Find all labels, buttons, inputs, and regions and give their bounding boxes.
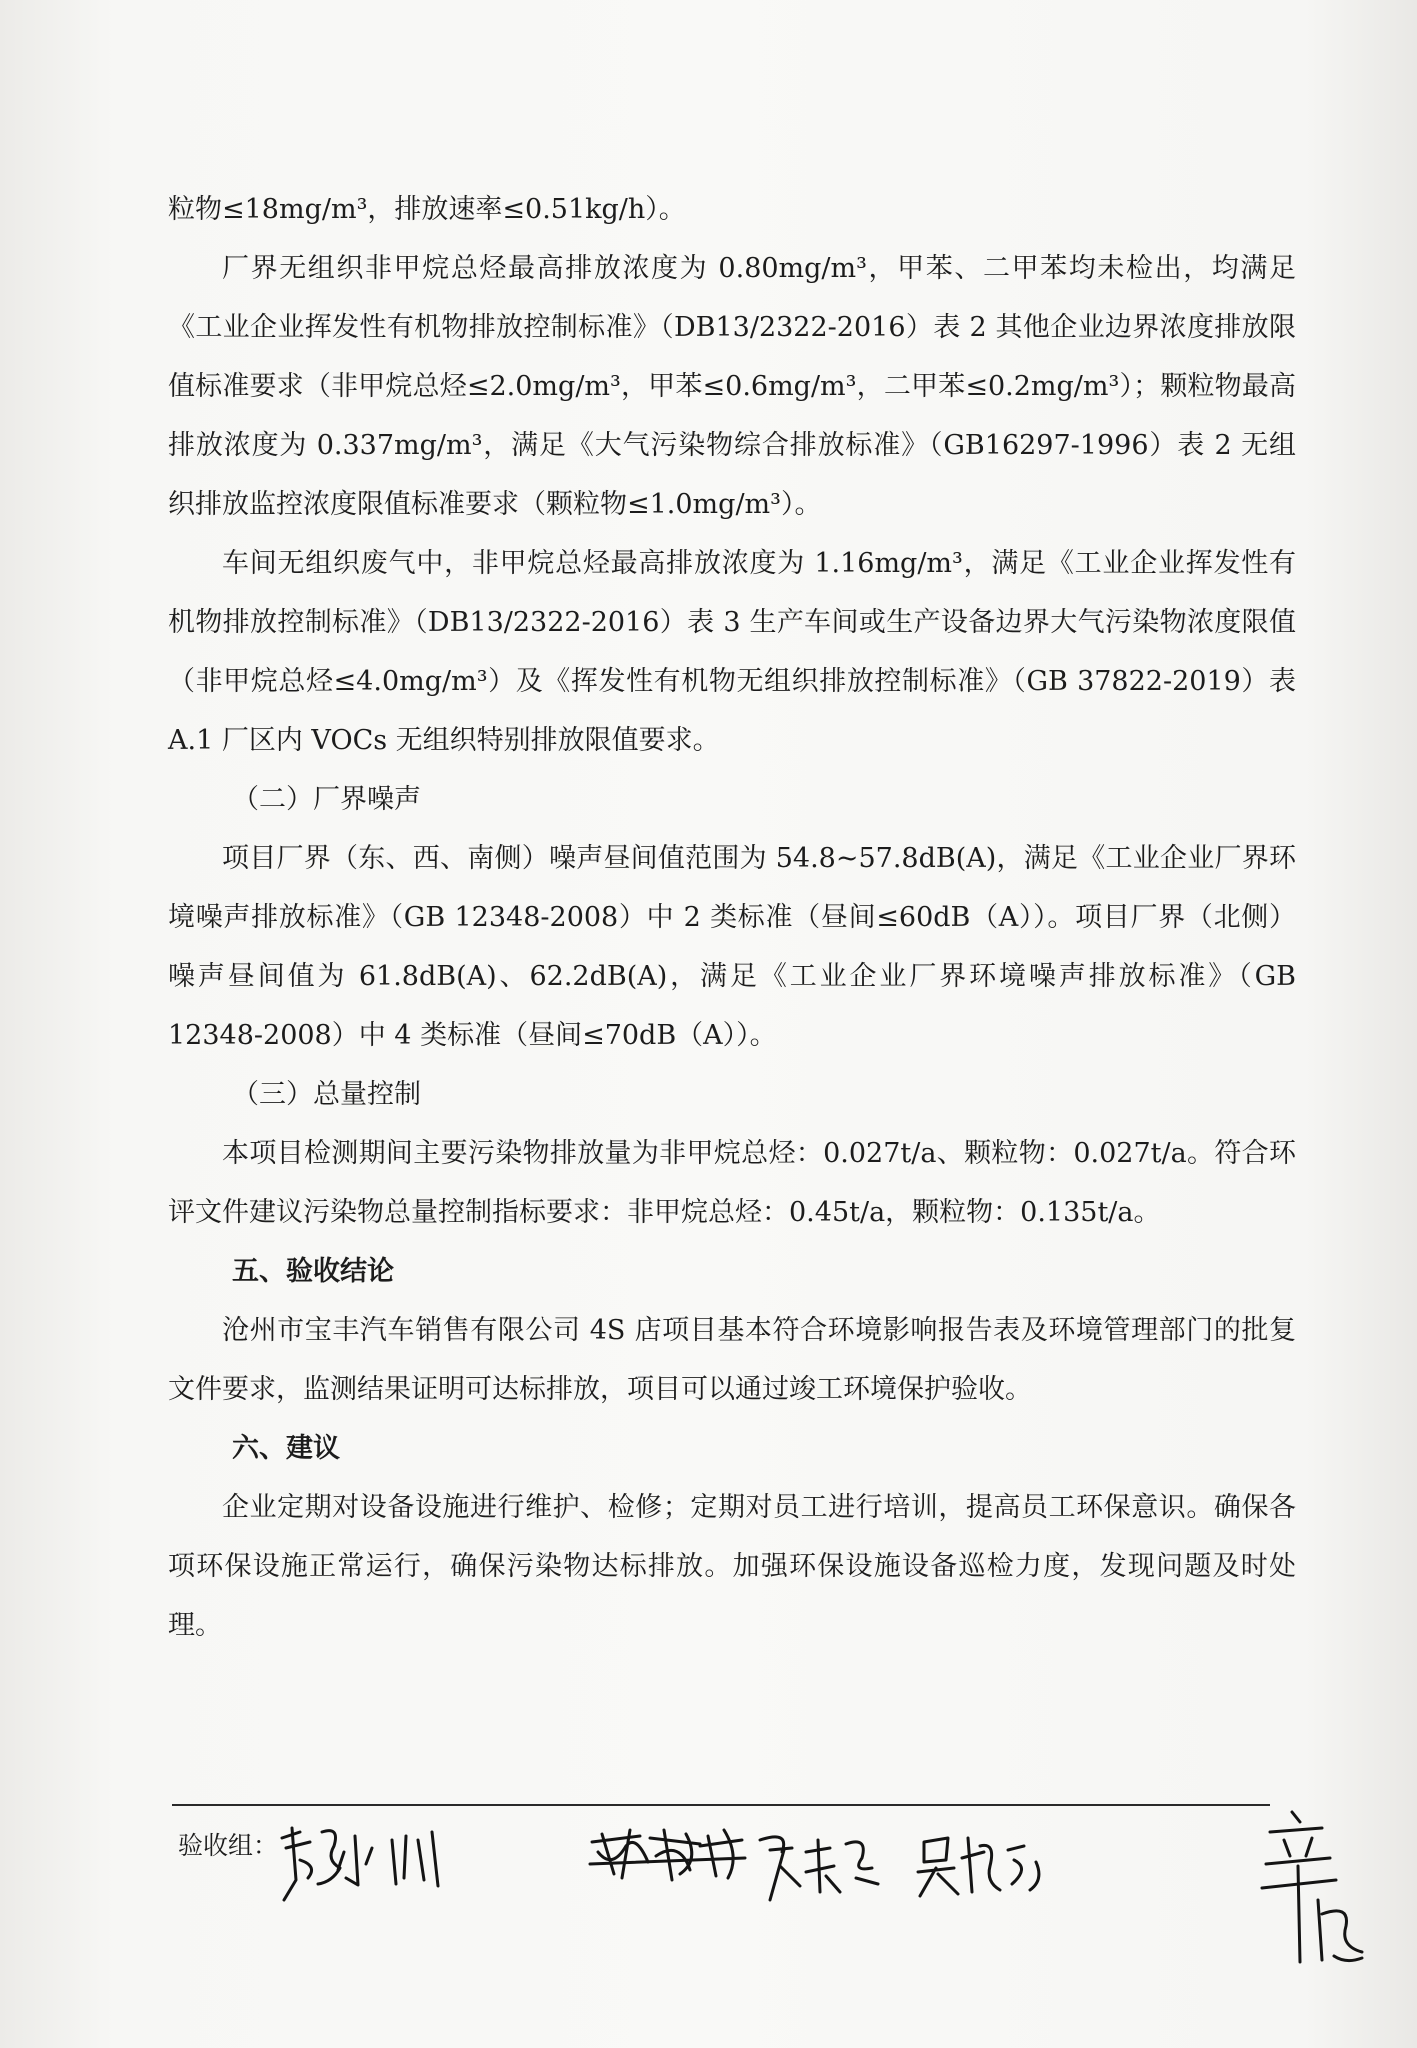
signature-1 <box>282 1828 438 1900</box>
subheading-boundary-noise: （二）厂界噪声 <box>232 784 421 815</box>
paragraph-noise: 项目厂界（东、西、南侧）噪声昼间值范围为 54.8~57.8dB(A)，满足《工业企业厂界环境噪声排放标准》（GB 12348-2008）中 2 类标准（昼间≤60dB（A））。项目厂界（北侧）噪声昼间值为 61.8dB(A)、62.2dB(A)，满足《工业企业厂界环境噪声排放标准》（GB 12348-2008）中 4 类标准（昼间≤70dB（A））。 <box>168 843 1296 1051</box>
signature-4 <box>918 1838 1039 1896</box>
subheading-total-control: （三）总量控制 <box>232 1079 421 1110</box>
paragraph-acceptance-conclusion: 沧州市宝丰汽车销售有限公司 4S 店项目基本符合环境影响报告表及环境管理部门的批复文件要求，监测结果证明可达标排放，项目可以通过竣工环境保护验收。 <box>168 1315 1296 1405</box>
heading-suggestions: 六、建议 <box>232 1433 340 1464</box>
paragraph-particulate-rate: 粒物≤18mg/m³，排放速率≤0.51kg/h）。 <box>168 194 686 225</box>
paragraph-workshop-emissions: 车间无组织废气中，非甲烷总烃最高排放浓度为 1.16mg/m³，满足《工业企业挥发性有机物排放控制标准》（DB13/2322-2016）表 3 生产车间或生产设备边界大气污染物浓度限值（非甲烷总烃≤4.0mg/m³）及《挥发性有机物无组织排放控制标准》（GB 37822-2019）表 A.1 厂区内 VOCs 无组织特别排放限值要求。 <box>168 548 1296 756</box>
paragraph-suggestions: 企业定期对设备设施进行维护、检修；定期对员工进行培训，提高员工环保意识。确保各项环保设施正常运行，确保污染物达标排放。加强环保设施设备巡检力度，发现问题及时处理。 <box>168 1492 1296 1641</box>
heading-acceptance-conclusion: 五、验收结论 <box>232 1256 394 1287</box>
paragraph-boundary-emissions: 厂界无组织非甲烷总烃最高排放浓度为 0.80mg/m³，甲苯、二甲苯均未检出，均满足《工业企业挥发性有机物排放控制标准》（DB13/2322-2016）表 2 其他企业边界浓度排放限值标准要求（非甲烷总烃≤2.0mg/m³，甲苯≤0.6mg/m³，二甲苯≤0.2mg/m³）；颗粒物最高排放浓度为 0.337mg/m³，满足《大气污染物综合排放标准》（GB16297-1996）表 2 无组织排放监控浓度限值标准要求（颗粒物≤1.0mg/m³）。 <box>168 253 1296 520</box>
document-body <box>168 180 1296 1655</box>
signature-2 <box>590 1830 745 1880</box>
signature-divider <box>172 1804 1270 1806</box>
paragraph-total-control: 本项目检测期间主要污染物排放量为非甲烷总烃：0.027t/a、颗粒物：0.027t/a。符合环评文件建议污染物总量控制指标要求：非甲烷总烃：0.45t/a，颗粒物：0.135t/a。 <box>168 1138 1296 1228</box>
signature-label: 验收组： <box>178 1831 279 1860</box>
signature-3 <box>760 1837 878 1900</box>
signature-5 <box>1262 1812 1362 1962</box>
